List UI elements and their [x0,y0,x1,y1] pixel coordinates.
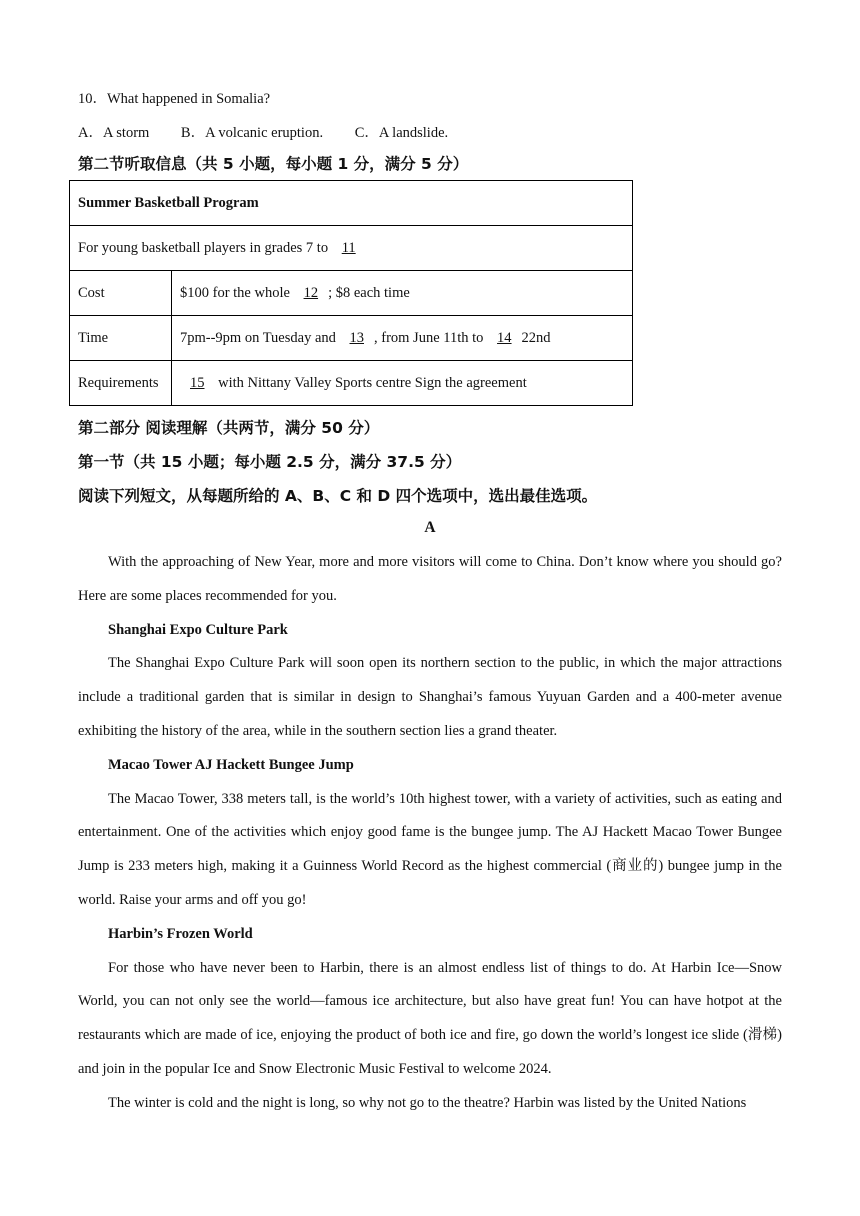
time-text-post: 22nd [521,329,551,346]
row-label: Requirements [70,361,172,406]
place-heading: Shanghai Expo Culture Park [108,621,288,638]
passage-body [78,546,782,1121]
table-cell [172,271,633,316]
instruction-text: 阅读下列短文，从每题所给的 A、B、C 和 D 四个选项中，选出最佳选项。 [78,487,598,505]
program-table [69,180,633,406]
table-cell [70,226,633,271]
part-2-heading: 第二部分 阅读理解（共两节，满分 50 分） [78,419,380,437]
place-heading: Macao Tower AJ Hackett Bungee Jump [108,756,354,773]
option-a: A．A storm [78,125,150,141]
section-2-heading: 第二节听取信息（共 5 小题，每小题 1 分，满分 5 分） [78,155,469,173]
blank-15: 15 [190,374,205,391]
time-text: 7pm--9pm on Tuesday and [180,329,336,346]
table-title: Summer Basketball Program [70,181,633,226]
question-10-options [78,121,476,142]
table-cell [172,361,633,406]
passage-letter: A [424,519,436,536]
table-row [70,181,633,226]
table-row [70,226,633,271]
grades-text: For young basketball players in grades 7 to [78,239,329,256]
paragraph: For those who have never been to Harbin, there is an almost endless list of things to do. At Harbin Ice—Snow World, you can not only see the world—famous ice architecture, but also have great fun! You can have hotpot at the restaurants which are made of ice, enjoying the product of both ice and fire, go down the world’s longest ice slide (滑梯) and join in the popular Ice and Snow Electronic Music Festival to welcome 2024. [78,959,782,1077]
section-1-heading: 第一节（共 15 小题；每小题 2.5 分，满分 37.5 分） [78,453,462,471]
blank-11: 11 [341,239,356,256]
table-row [70,271,633,316]
question-10: 10．What happened in Somalia? [78,91,271,107]
option-c: C．A landslide. [354,125,449,141]
place-heading: Harbin’s Frozen World [108,925,253,942]
requirements-text: with Nittany Valley Sports centre Sign the agreement [218,374,527,391]
time-text-mid: , from June 11th to [374,329,484,346]
blank-14: 14 [497,329,512,346]
table-row [70,316,633,361]
table-cell [172,316,633,361]
paragraph: The Shanghai Expo Culture Park will soon open its northern section to the public, in which the major attractions include a traditional garden that is similar in design to Shanghai’s famous Yuyuan Garden and a 400-meter avenue exhibiting the history of the area, while in the southern section lies a grand theater. [78,655,782,739]
cost-text-post: ; $8 each time [328,284,410,301]
table-row [70,361,633,406]
cost-text: $100 for the whole [180,284,290,301]
paragraph: The winter is cold and the night is long, so why not go to the theatre? Harbin was listed by the United Nations [108,1094,747,1111]
option-b: B．A volcanic eruption. [180,125,324,141]
paragraph: The Macao Tower, 338 meters tall, is the world’s 10th highest tower, with a variety of activities, such as eating and entertainment. One of the activities which enjoy good fame is the bungee jump. The AJ Hackett Macao Tower Bungee Jump is 233 meters high, making it a Guinness World Record as the highest commercial (商业的) bungee jump in the world. Raise your arms and off you go! [78,790,782,908]
blank-12: 12 [303,284,319,301]
blank-13: 13 [349,329,364,346]
paragraph: With the approaching of New Year, more and more visitors will come to China. Don’t know where you should go? Here are some places recommended for you. [78,554,782,604]
row-label: Time [70,316,172,361]
row-label: Cost [70,271,172,316]
